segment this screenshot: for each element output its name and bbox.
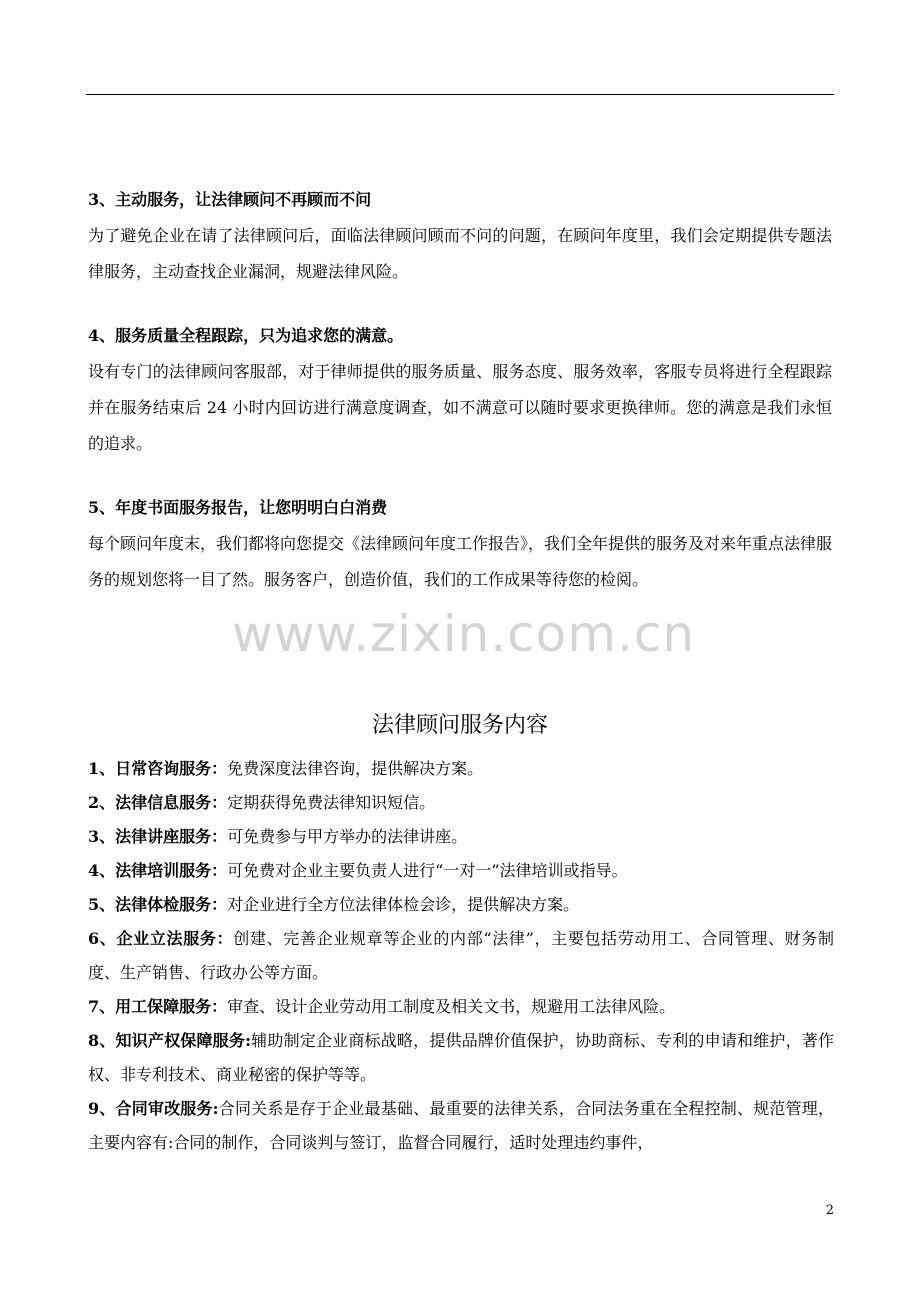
service-name: 7、用工保障服务：: [88, 997, 228, 1016]
service-description: 可免费参与甲方举办的法律讲座。: [227, 827, 468, 846]
service-item-legal-info: [88, 786, 834, 820]
service-description: 免费深度法律咨询，提供解决方案。: [227, 759, 484, 778]
service-name: 6、企业立法服务：: [88, 929, 234, 948]
service-description: 审查、设计企业劳动用工制度及相关文书，规避用工法律风险。: [227, 997, 676, 1016]
section-heading: 4、服务质量全程跟踪，只为追求您的满意。: [88, 326, 404, 345]
service-item-contract-review: [88, 1092, 834, 1160]
service-item-corporate-rules: [88, 922, 834, 990]
section-annual-report: [88, 490, 832, 598]
section-paragraph: 为了避免企业在请了法律顾问后，面临法律顾问顾而不问的问题，在顾问年度里，我们会定期提供专题法律服务，主动查找企业漏洞，规避法律风险。: [88, 226, 832, 281]
service-name: 4、法律培训服务：: [88, 861, 228, 880]
document-body: [88, 182, 832, 626]
section-heading: 5、年度书面服务报告，让您明明白白消费: [88, 498, 388, 517]
service-description: 创建、完善企业规章等企业的内部“法律”，主要包括劳动用工、合同管理、财务制度、生产销售、行政办公等方面。: [88, 929, 834, 982]
section-heading: 3、主动服务，让法律顾问不再顾而不问: [88, 190, 372, 209]
service-item-legal-training: [88, 854, 834, 888]
service-description: 对企业进行全方位法律体检会诊，提供解决方案。: [227, 895, 580, 914]
service-description: 辅助制定企业商标战略，提供品牌价值保护，协助商标、专利的申请和维护，著作权、非专利技术、商业秘密的保护等等。: [88, 1031, 834, 1084]
watermark: www.zixin.com.cn: [232, 605, 696, 663]
header-rule: [86, 94, 834, 95]
service-item-daily-consulting: [88, 752, 834, 786]
service-item-legal-lecture: [88, 820, 834, 854]
services-title: 法律顾问服务内容: [371, 713, 548, 738]
service-item-legal-checkup: [88, 888, 834, 922]
service-name: 2、法律信息服务：: [88, 793, 228, 812]
service-name: 5、法律体检服务：: [88, 895, 228, 914]
service-description: 合同关系是存于企业最基础、最重要的法律关系，合同法务重在全程控制、规范管理，主要内容有:合同的制作，合同谈判与签订，监督合同履行，适时处理违约事件，: [88, 1099, 834, 1152]
service-item-labor-protection: [88, 990, 834, 1024]
service-item-ip-protection: [88, 1024, 834, 1092]
section-paragraph: 设有专门的法律顾问客服部，对于律师提供的服务质量、服务态度、服务效率，客服专员将进行全程跟踪并在服务结束后 24 小时内回访进行满意度调查，如不满意可以随时要求更换律师。您的满意是我们永恒的追求。: [88, 362, 832, 453]
section-paragraph: 每个顾问年度末，我们都将向您提交《法律顾问年度工作报告》，我们全年提供的服务及对来年重点法律服务的规划您将一目了然。服务客户，创造价值，我们的工作成果等待您的检阅。: [88, 534, 833, 589]
service-description: 可免费对企业主要负责人进行“一对一”法律培训或指导。: [227, 861, 628, 880]
service-name: 8、知识产权保障服务:: [88, 1031, 251, 1050]
page-number: 2: [825, 1203, 834, 1218]
service-name: 3、法律讲座服务：: [88, 827, 228, 846]
services-list: [88, 752, 834, 1160]
service-description: 定期获得免费法律知识短信。: [227, 793, 436, 812]
service-name: 1、日常咨询服务：: [88, 759, 228, 778]
service-name: 9、合同审改服务:: [88, 1099, 219, 1118]
section-quality-tracking: [88, 318, 832, 462]
section-proactive-service: [88, 182, 832, 290]
